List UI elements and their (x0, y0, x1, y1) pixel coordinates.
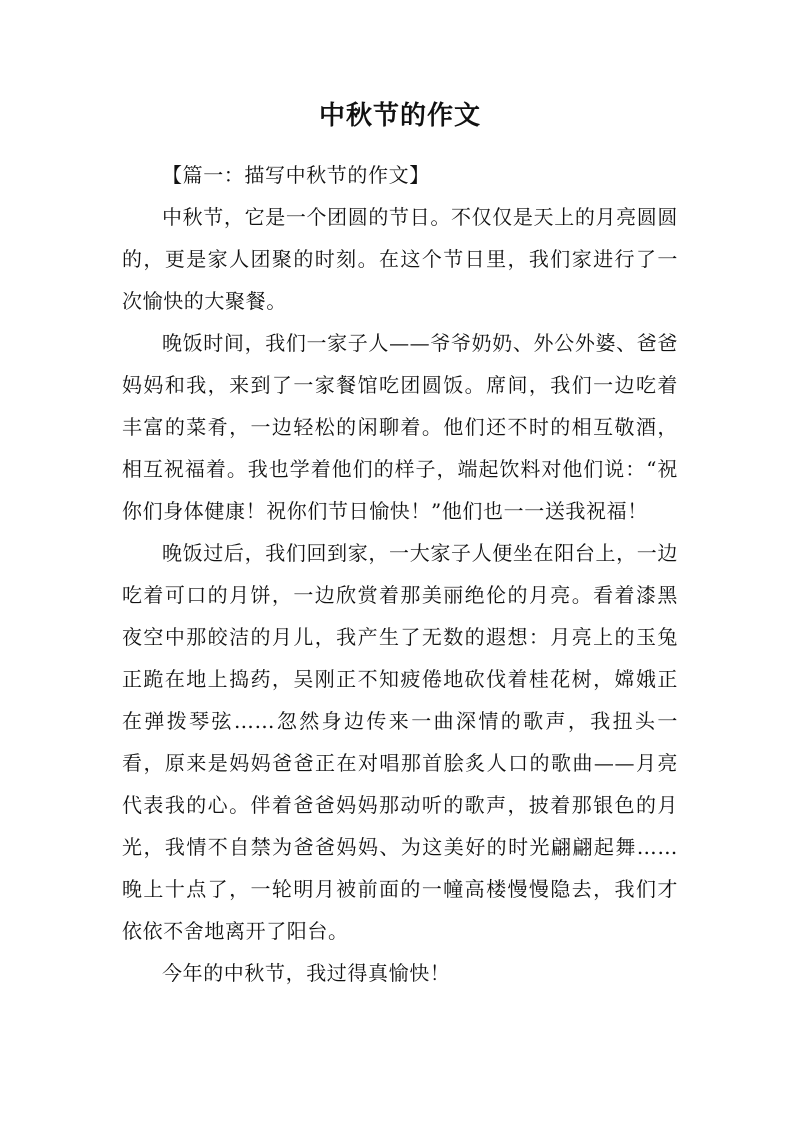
paragraph-2: 晚饭时间，我们一家子人——爷爷奶奶、外公外婆、爸爸妈妈和我，来到了一家餐馆吃团圆饭。席间，我们一边吃着丰富的菜肴，一边轻松的闲聊着。他们还不时的相互敬酒，相互祝福着。我也学着他们的样子，端起饮料对他们说：“祝你们身体健康！祝你们节日愉快！”他们也一一送我祝福！ (122, 331, 678, 523)
paragraph-4: 今年的中秋节，我过得真愉快！ (162, 961, 451, 985)
document-title: 中秋节的作文 (318, 101, 481, 131)
paragraph-1: 中秋节，它是一个团圆的节日。不仅仅是天上的月亮圆圆的，更是家人团聚的时刻。在这个节日里，我们家进行了一次愉快的大聚餐。 (122, 205, 678, 313)
paragraph-3: 晚饭过后，我们回到家，一大家子人便坐在阳台上，一边吃着可口的月饼，一边欣赏着那美丽绝伦的月亮。看着漆黑夜空中那皎洁的月儿，我产生了无数的遐想：月亮上的玉兔正跪在地上捣药，吴刚正不知疲倦地砍伐着桂花树，嫦娥正在弹拨琴弦……忽然身边传来一曲深情的歌声，我扭头一看，原来是妈妈爸爸正在对唱那首脍炙人口的歌曲——月亮代表我的心。伴着爸爸妈妈那动听的歌声，披着那银色的月光，我情不自禁为爸爸妈妈、为这美好的时光翩翩起舞……晚上十点了，一轮明月被前面的一幢高楼慢慢隐去，我们才依依不舍地离开了阳台。 (122, 541, 678, 943)
section-heading: 【篇一：描写中秋节的作文】 (162, 163, 430, 187)
